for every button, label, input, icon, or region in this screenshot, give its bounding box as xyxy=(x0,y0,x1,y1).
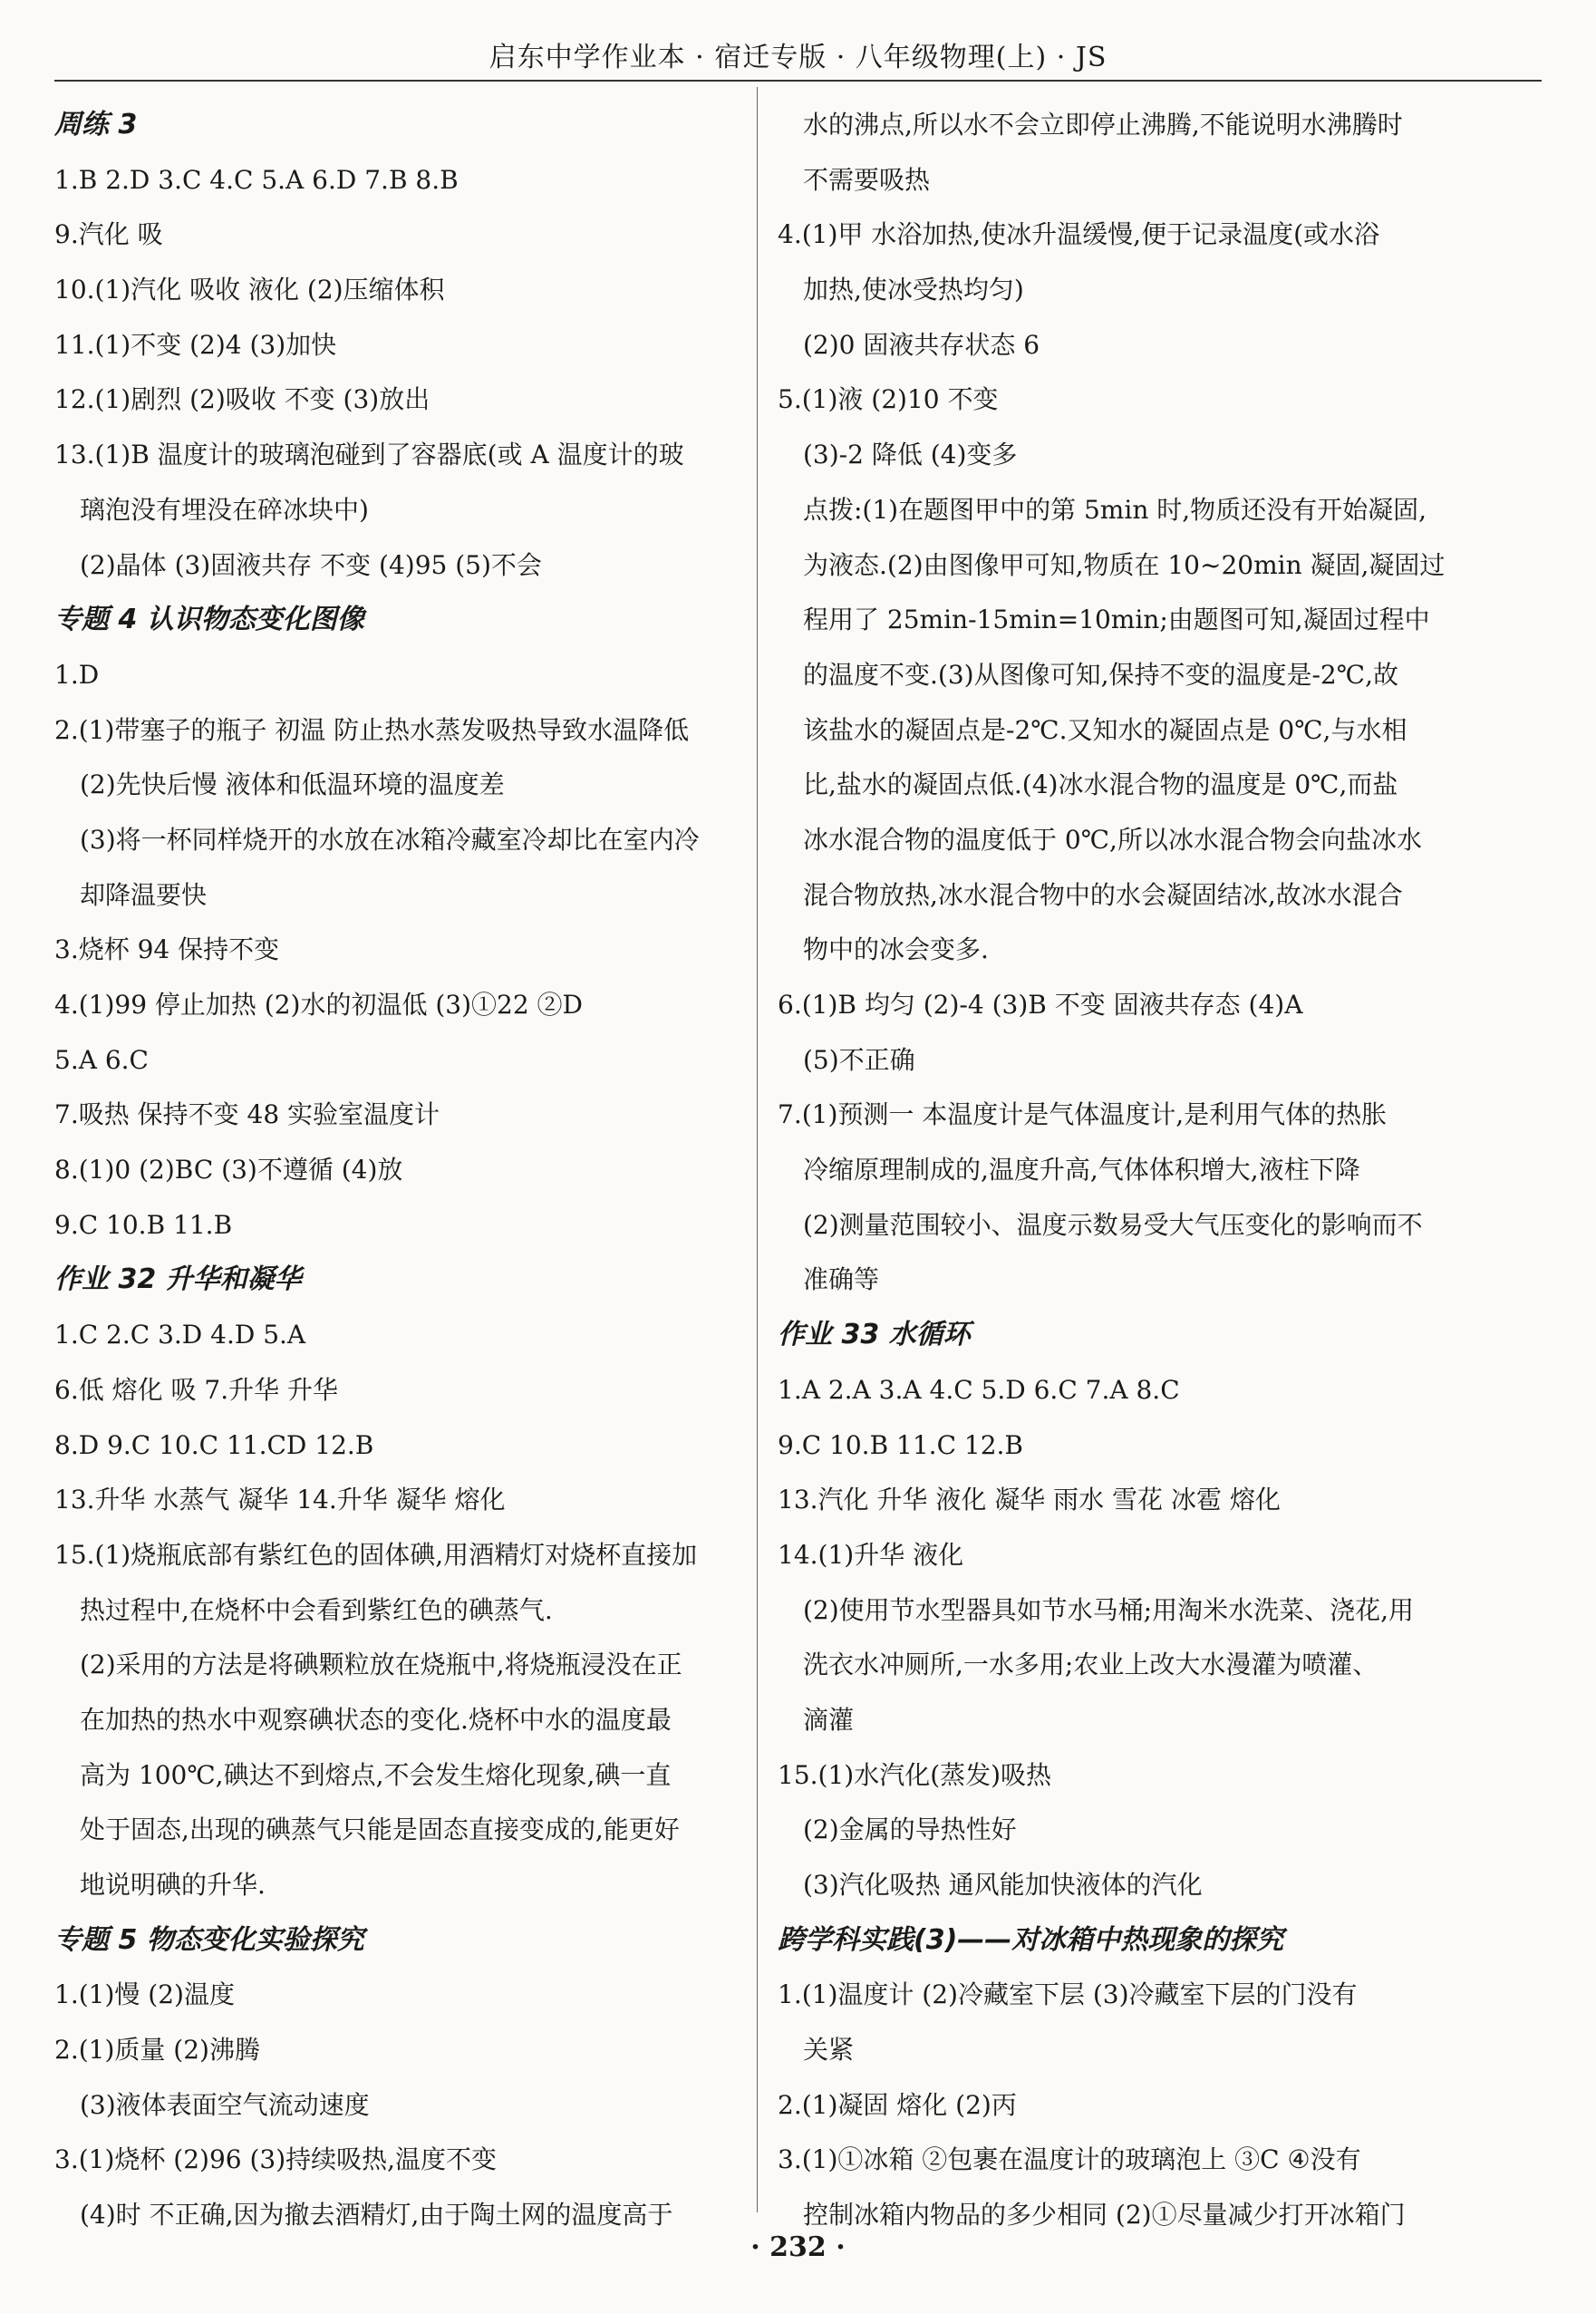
answer-line: 的温度不变.(3)从图像可知,保持不变的温度是-2℃,故 xyxy=(803,659,1398,690)
answer-line: 7.吸热 保持不变 48 实验室温度计 xyxy=(54,1099,440,1130)
answer-line: 13.汽化 升华 液化 凝华 雨水 雪花 冰雹 熔化 xyxy=(778,1485,1281,1515)
answer-line: 15.(1)水汽化(蒸发)吸热 xyxy=(778,1759,1052,1790)
answer-line: 4.(1)甲 水浴加热,使冰升温缓慢,便于记录温度(或水浴 xyxy=(778,219,1380,250)
answer-line: (4)时 不正确,因为撤去酒精灯,由于陶土网的温度高于 xyxy=(80,2200,673,2231)
answer-line: 冷缩原理制成的,温度升高,气体体积增大,液柱下降 xyxy=(803,1155,1360,1186)
answer-line: 高为 100℃,碘达不到熔点,不会发生熔化现象,碘一直 xyxy=(80,1759,672,1790)
answer-line: 9.汽化 吸 xyxy=(54,219,163,250)
section-heading: 跨学科实践(3)——对冰箱中热现象的探究 xyxy=(778,1923,1284,1956)
answer-line: 比,盐水的凝固点低.(4)冰水混合物的温度是 0℃,而盐 xyxy=(803,769,1398,800)
answer-line: 14.(1)升华 液化 xyxy=(778,1539,964,1570)
answer-line: 4.(1)99 停止加热 (2)水的初温低 (3)①22 ②D xyxy=(54,990,584,1020)
answer-line: (3)将一杯同样烧开的水放在冰箱冷藏室冷却比在室内冷 xyxy=(80,824,700,855)
answer-line: 该盐水的凝固点是-2℃.又知水的凝固点是 0℃,与水相 xyxy=(803,714,1407,745)
answer-line: 9.C 10.B 11.B xyxy=(54,1209,233,1240)
answer-line: (5)不正确 xyxy=(803,1044,915,1075)
answer-line: 水的沸点,所以水不会立即停止沸腾,不能说明水沸腾时 xyxy=(803,110,1403,140)
answer-line: (2)采用的方法是将碘颗粒放在烧瓶中,将烧瓶浸没在正 xyxy=(80,1650,682,1680)
answer-line: (2)使用节水型器具如节水马桶;用淘米水洗菜、浇花,用 xyxy=(803,1594,1414,1625)
answer-line: 关紧 xyxy=(803,2035,855,2066)
answer-line: 在加热的热水中观察碘状态的变化.烧杯中水的温度最 xyxy=(80,1704,672,1735)
answer-line: 1.C 2.C 3.D 4.D 5.A xyxy=(54,1320,306,1350)
answer-line: 12.(1)剧烈 (2)吸收 不变 (3)放出 xyxy=(54,384,430,415)
answer-line: (2)先快后慢 液体和低温环境的温度差 xyxy=(80,769,505,800)
page-number: · 232 · xyxy=(750,2231,846,2263)
page-header: 启东中学作业本 · 宿迁专版 · 八年级物理(上) · JS xyxy=(54,38,1542,82)
answer-line: 11.(1)不变 (2)4 (3)加快 xyxy=(54,329,337,360)
answer-line: 准确等 xyxy=(803,1264,880,1295)
answer-line: (3)汽化吸热 通风能加快液体的汽化 xyxy=(803,1870,1203,1900)
answer-line: 处于固态,出现的碘蒸气只能是固态直接变成的,能更好 xyxy=(80,1815,680,1845)
answer-line: 5.A 6.C xyxy=(54,1044,149,1075)
answer-line: 1.D xyxy=(54,659,100,690)
answer-line: 1.B 2.D 3.C 4.C 5.A 6.D 7.B 8.B xyxy=(54,164,459,195)
answer-line: 8.(1)0 (2)BC (3)不遵循 (4)放 xyxy=(54,1155,403,1186)
answer-line: 程用了 25min-15min=10min;由题图可知,凝固过程中 xyxy=(803,605,1430,635)
answer-line: 10.(1)汽化 吸收 液化 (2)压缩体积 xyxy=(54,275,445,305)
answer-line: 1.(1)温度计 (2)冷藏室下层 (3)冷藏室下层的门没有 xyxy=(778,1979,1358,2010)
answer-line: 地说明碘的升华. xyxy=(80,1870,266,1900)
answer-line: 7.(1)预测一 本温度计是气体温度计,是利用气体的热胀 xyxy=(778,1099,1388,1130)
answer-line: 2.(1)带塞子的瓶子 初温 防止热水蒸发吸热导致水温降低 xyxy=(54,714,690,745)
answer-line: (2)晶体 (3)固液共存 不变 (4)95 (5)不会 xyxy=(80,549,542,580)
answer-line: 6.低 熔化 吸 7.升华 升华 xyxy=(54,1374,339,1405)
right-column xyxy=(778,98,1475,2243)
section-heading: 周练 3 xyxy=(54,109,138,140)
answer-line: 5.(1)液 (2)10 不变 xyxy=(778,384,999,415)
section-heading: 专题 4 认识物态变化图像 xyxy=(54,604,364,636)
answer-line: (3)液体表面空气流动速度 xyxy=(80,2089,370,2120)
answer-line: 1.(1)慢 (2)温度 xyxy=(54,1979,235,2010)
answer-line: 璃泡没有埋没在碎冰块中) xyxy=(80,494,369,525)
answer-line: 热过程中,在烧杯中会看到紫红色的碘蒸气. xyxy=(80,1594,553,1625)
column-divider xyxy=(757,87,758,2212)
answer-line: 2.(1)凝固 熔化 (2)丙 xyxy=(778,2089,1017,2120)
answer-line: 8.D 9.C 10.C 11.CD 12.B xyxy=(54,1429,374,1460)
answer-line: 1.A 2.A 3.A 4.C 5.D 6.C 7.A 8.C xyxy=(778,1374,1180,1405)
answer-line: 15.(1)烧瓶底部有紫红色的固体碘,用酒精灯对烧杯直接加 xyxy=(54,1539,698,1570)
answer-line: 冰水混合物的温度低于 0℃,所以冰水混合物会向盐冰水 xyxy=(803,824,1422,855)
answer-line: (3)-2 降低 (4)变多 xyxy=(803,440,1018,470)
answer-line: 不需要吸热 xyxy=(803,164,931,195)
answer-line: (2)金属的导热性好 xyxy=(803,1815,1017,1845)
answer-line: 洗衣水冲厕所,一水多用;农业上改大水漫灌为喷灌、 xyxy=(803,1650,1378,1680)
answer-line: 却降温要快 xyxy=(80,879,208,910)
answer-line: (2)0 固液共存状态 6 xyxy=(803,329,1040,360)
left-column xyxy=(54,98,752,2243)
answer-line: 控制冰箱内物品的多少相同 (2)①尽量减少打开冰箱门 xyxy=(803,2200,1406,2231)
answer-line: 物中的冰会变多. xyxy=(803,934,989,965)
answer-line: 9.C 10.B 11.C 12.B xyxy=(778,1429,1024,1460)
answer-line: 2.(1)质量 (2)沸腾 xyxy=(54,2035,260,2066)
answer-line: 3.(1)①冰箱 ②包裹在温度计的玻璃泡上 ③C ④没有 xyxy=(778,2144,1361,2175)
section-heading: 作业 33 水循环 xyxy=(778,1319,971,1351)
answer-line: 滴灌 xyxy=(803,1704,855,1735)
answer-line: 13.升华 水蒸气 凝华 14.升华 凝华 熔化 xyxy=(54,1485,506,1515)
section-heading: 作业 32 升华和凝华 xyxy=(54,1263,302,1296)
answer-line: 13.(1)B 温度计的玻璃泡碰到了容器底(或 A 温度计的玻 xyxy=(54,440,684,470)
answer-line: 为液态.(2)由图像甲可知,物质在 10~20min 凝固,凝固过 xyxy=(803,549,1446,580)
answer-line: 点拨:(1)在题图甲中的第 5min 时,物质还没有开始凝固, xyxy=(803,494,1427,525)
section-heading: 专题 5 物态变化实验探究 xyxy=(54,1923,364,1956)
answer-line: 3.(1)烧杯 (2)96 (3)持续吸热,温度不变 xyxy=(54,2144,498,2175)
answer-line: 加热,使冰受热均匀) xyxy=(803,275,1024,305)
answer-line: 3.烧杯 94 保持不变 xyxy=(54,934,280,965)
answer-line: 6.(1)B 均匀 (2)-4 (3)B 不变 固液共存态 (4)A xyxy=(778,990,1303,1020)
answer-line: 混合物放热,冰水混合物中的水会凝固结冰,故冰水混合 xyxy=(803,879,1403,910)
answer-line: (2)测量范围较小、温度示数易受大气压变化的影响而不 xyxy=(803,1209,1423,1240)
